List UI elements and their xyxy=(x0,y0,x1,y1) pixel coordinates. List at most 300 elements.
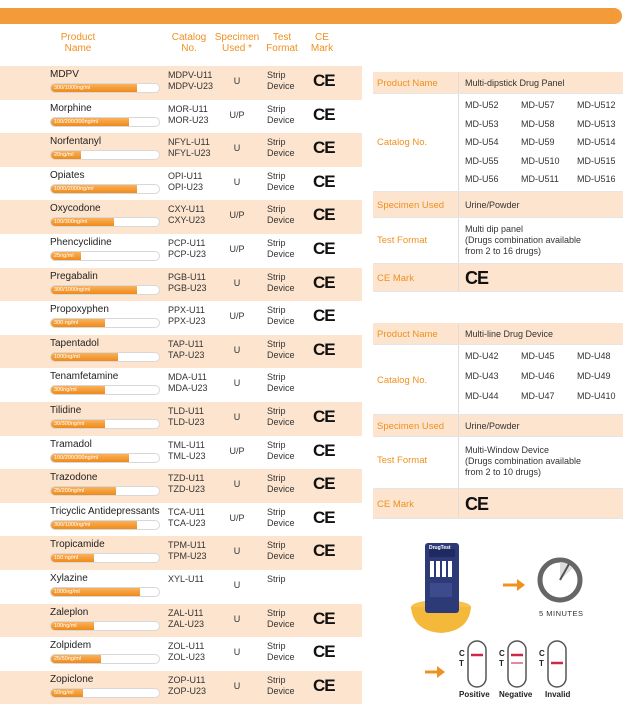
panel2-product-row xyxy=(373,323,623,345)
drug-name: Opiates xyxy=(50,169,85,181)
drug-name: Phencyclidine xyxy=(50,236,112,248)
specimen-used: U/P xyxy=(229,210,245,221)
divider xyxy=(458,192,459,217)
result-strip-positive xyxy=(468,641,486,687)
table-row xyxy=(0,66,362,100)
test-format-strip: Strip xyxy=(267,674,286,685)
catalog-number: MD-U515 xyxy=(577,155,616,166)
test-format xyxy=(267,675,295,697)
specimen-used: U xyxy=(233,143,241,154)
test-format xyxy=(267,305,295,327)
panel2-catalog-label: Catalog No. xyxy=(377,375,428,386)
drug-name: Tricyclic Antidepressants xyxy=(50,505,160,517)
panel1-product-row xyxy=(373,72,623,94)
catalog-number: MD-U52 xyxy=(465,100,499,110)
divider xyxy=(458,489,459,518)
cutoff-bar xyxy=(50,654,160,664)
strip-t-label: T xyxy=(459,659,464,668)
specimen-used: U xyxy=(233,344,241,355)
table-row xyxy=(0,503,362,537)
table-row xyxy=(0,671,362,705)
test-format-strip: Strip xyxy=(267,204,286,215)
divider xyxy=(458,437,459,488)
ce-mark-icon xyxy=(313,373,339,393)
panel2-specimen-row xyxy=(373,415,623,437)
test-format xyxy=(267,339,295,361)
catalog-strip: TAP-U11 xyxy=(168,338,204,349)
test-format-strip: Strip xyxy=(267,540,286,551)
test-format xyxy=(267,507,295,529)
catalog-device: TML-U23 xyxy=(168,450,206,461)
table-row xyxy=(0,301,362,335)
drug-name: Zaleplon xyxy=(50,606,89,618)
table-row xyxy=(0,167,362,201)
cutoff-text: 100/200/300ng/ml xyxy=(54,454,99,461)
catalog-numbers xyxy=(168,305,206,327)
catalog-numbers xyxy=(168,473,205,495)
table-row xyxy=(0,234,362,268)
catalog-strip: MDA-U11 xyxy=(168,372,207,383)
test-format-strip: Strip xyxy=(267,506,286,517)
catalog-device: PPX-U23 xyxy=(168,316,206,327)
drug-name: Zolpidem xyxy=(50,640,92,652)
drug-name: Oxycodone xyxy=(50,203,101,215)
test-format xyxy=(267,540,295,562)
table-row xyxy=(0,100,362,134)
drug-name: Trazodone xyxy=(50,472,98,484)
panel1-ce-mark-icon: CE xyxy=(465,268,489,288)
test-format xyxy=(267,171,295,193)
catalog-number: MD-U42 xyxy=(465,351,499,361)
test-format-strip: Strip xyxy=(267,405,286,416)
drug-name: Xylazine xyxy=(50,572,88,584)
catalog-device: ZOL-U23 xyxy=(168,652,206,663)
catalog-strip: OPI-U11 xyxy=(168,170,203,181)
specimen-used: U xyxy=(233,176,241,187)
catalog-strip: TCA-U11 xyxy=(168,506,205,517)
test-format-strip: Strip xyxy=(267,372,286,383)
catalog-number: MD-U47 xyxy=(521,391,555,401)
cutoff-bar xyxy=(50,621,160,631)
panel1-product-label: Product Name xyxy=(377,78,438,89)
divider xyxy=(458,323,459,344)
catalog-device: ZOP-U23 xyxy=(168,685,207,696)
test-format-device: Device xyxy=(267,551,295,562)
cutoff-bar xyxy=(50,587,160,597)
catalog-strip: PCP-U11 xyxy=(168,237,206,248)
catalog-numbers xyxy=(168,238,206,260)
test-format-strip: Strip xyxy=(267,641,286,652)
table-row xyxy=(0,469,362,503)
cutoff-text: 100/200/300ng/ml xyxy=(54,118,99,125)
test-format xyxy=(267,238,295,260)
divider xyxy=(458,72,459,93)
specimen-used: U/P xyxy=(229,243,245,254)
catalog-number: MD-U410 xyxy=(577,391,616,401)
test-format-device: Device xyxy=(267,215,295,226)
catalog-strip: PGB-U11 xyxy=(168,271,206,282)
catalog-numbers xyxy=(168,540,207,562)
catalog-strip: TPM-U11 xyxy=(168,540,206,551)
test-format-strip: Strip xyxy=(267,607,286,618)
strip2-c-label: C xyxy=(499,649,505,658)
test-format-device: Device xyxy=(267,349,295,360)
ce-mark-icon: CE xyxy=(313,238,335,258)
catalog-numbers xyxy=(168,204,205,226)
catalog-strip: MOR-U11 xyxy=(168,103,208,114)
catalog-number: MD-U46 xyxy=(521,371,555,381)
procedure-graphic xyxy=(373,535,623,715)
ce-mark-icon xyxy=(313,575,339,595)
panel2-test-value-1: Multi-Window Device xyxy=(465,445,550,455)
cutoff-text: 300 ng/ml xyxy=(54,320,79,327)
cutoff-text: 25/50ng/ml xyxy=(54,656,82,663)
ce-mark-icon: CE xyxy=(313,171,335,191)
panel1-test-value-1: Multi dip panel xyxy=(465,224,524,234)
test-format-device: Device xyxy=(267,181,295,192)
specimen-used: U xyxy=(233,378,241,389)
catalog-device: PGB-U23 xyxy=(168,282,207,293)
panel1-test-value-2: (Drugs combination available xyxy=(465,235,582,245)
test-format-strip: Strip xyxy=(267,271,286,282)
catalog-strip: PPX-U11 xyxy=(168,305,205,316)
catalog-numbers xyxy=(168,574,204,585)
test-format-device: Device xyxy=(267,248,295,259)
ce-mark-icon: CE xyxy=(313,642,335,662)
catalog-numbers xyxy=(168,272,207,294)
ce-mark-icon: CE xyxy=(313,608,335,628)
specimen-used: U xyxy=(233,647,241,658)
cutoff-text: 25ng/ml xyxy=(54,252,74,259)
panel2-ce-label: CE Mark xyxy=(377,499,414,510)
catalog-numbers xyxy=(168,171,203,193)
cutoff-bar xyxy=(50,352,160,362)
ce-mark-icon: CE xyxy=(313,541,335,561)
table-header xyxy=(0,32,362,66)
strip-c-label: C xyxy=(459,649,465,658)
test-format xyxy=(267,574,286,585)
ce-mark-icon: CE xyxy=(313,406,335,426)
test-format xyxy=(267,204,295,226)
panel1-product-value: Multi-dipstick Drug Panel xyxy=(465,78,565,88)
panel2-product-value: Multi-line Drug Device xyxy=(465,329,554,339)
catalog-number: MD-U57 xyxy=(521,100,555,110)
catalog-numbers xyxy=(168,406,205,428)
catalog-number: MD-U513 xyxy=(577,118,616,129)
table-row xyxy=(0,200,362,234)
cutoff-text: 20ng/ml xyxy=(54,152,74,159)
test-format-device: Device xyxy=(267,114,295,125)
catalog-strip: TLD-U11 xyxy=(168,405,204,416)
catalog-strip: MDPV-U11 xyxy=(168,70,213,80)
test-format-device: Device xyxy=(267,484,295,495)
test-format-strip: Strip xyxy=(267,103,286,114)
cutoff-bar xyxy=(50,385,160,395)
table-row xyxy=(0,368,362,402)
catalog-number: MD-U45 xyxy=(521,351,555,361)
ce-mark-icon: CE xyxy=(313,440,335,460)
cutoff-text: 150 ng/ml xyxy=(54,555,79,562)
positive-label: Positive xyxy=(459,690,490,699)
catalog-number: MD-U516 xyxy=(577,174,616,184)
specimen-used: U xyxy=(233,680,241,691)
specimen-used: U xyxy=(233,546,241,557)
specimen-used: U xyxy=(233,411,241,422)
test-format xyxy=(267,137,295,159)
drug-name: Tilidine xyxy=(50,404,82,416)
test-format-device: Device xyxy=(267,450,295,461)
divider xyxy=(458,345,459,414)
ce-mark-icon: CE xyxy=(313,339,335,359)
test-format-device: Device xyxy=(267,416,295,427)
ce-mark-icon: CE xyxy=(313,104,335,124)
divider xyxy=(458,415,459,436)
panel1-ce-label: CE Mark xyxy=(377,273,414,284)
specimen-used: U xyxy=(233,579,241,590)
test-format xyxy=(267,104,295,126)
catalog-strip: ZOL-U11 xyxy=(168,641,205,652)
catalog-device: OPI-U23 xyxy=(168,181,204,192)
invalid-label: Invalid xyxy=(545,690,571,699)
catalog-device: TZD-U23 xyxy=(168,484,206,495)
panel2-specimen-label: Specimen Used xyxy=(377,421,445,432)
catalog-numbers xyxy=(168,137,211,159)
drug-name: Tropicamide xyxy=(50,539,105,551)
cutoff-bar xyxy=(50,520,160,530)
cutoff-bar xyxy=(50,453,160,463)
test-format-device: Device xyxy=(267,81,295,91)
drug-name: Tenamfetamine xyxy=(50,371,119,383)
table-row xyxy=(0,570,362,604)
panel1-specimen-value: Urine/Powder xyxy=(465,200,520,210)
catalog-numbers xyxy=(168,372,208,394)
cutoff-bar xyxy=(50,688,160,698)
catalog-numbers xyxy=(168,507,206,529)
table-row xyxy=(0,133,362,167)
test-format-device: Device xyxy=(267,652,295,663)
drug-name: Propoxyphen xyxy=(50,304,109,316)
test-format-strip: Strip xyxy=(267,170,286,181)
cutoff-bar xyxy=(50,486,160,496)
catalog-strip: ZAL-U11 xyxy=(168,607,204,618)
panel1-catalog-label: Catalog No. xyxy=(377,137,428,148)
panel1-specimen-row xyxy=(373,192,623,218)
catalog-device: ZAL-U23 xyxy=(168,618,205,629)
catalog-strip: XYL-U11 xyxy=(168,573,204,584)
divider xyxy=(458,94,459,191)
catalog-device: MDPV-U23 xyxy=(168,81,214,91)
cutoff-bar xyxy=(50,83,160,93)
divider xyxy=(458,264,459,291)
drug-name: Tapentadol xyxy=(50,337,99,349)
catalog-device: TLD-U23 xyxy=(168,416,205,427)
test-format-device: Device xyxy=(267,316,295,327)
panel2-test-row xyxy=(373,437,623,489)
catalog-strip: ZOP-U11 xyxy=(168,674,206,685)
timer-label: 5 MINUTES xyxy=(539,609,584,618)
catalog-strip: TML-U11 xyxy=(168,439,205,450)
cutoff-bar xyxy=(50,117,160,127)
catalog-device: PCP-U23 xyxy=(168,248,207,259)
strip2-t-label: T xyxy=(499,659,504,668)
cutoff-text: 30/300ng/ml xyxy=(54,420,85,427)
catalog-number: MD-U54 xyxy=(465,137,499,147)
catalog-device: NFYL-U23 xyxy=(168,148,211,159)
catalog-numbers xyxy=(168,70,213,92)
catalog-strip: TZD-U11 xyxy=(168,473,205,484)
panel1-test-row xyxy=(373,218,623,264)
cutoff-bar xyxy=(50,318,160,328)
test-format xyxy=(267,440,295,462)
panel-multi-line xyxy=(373,323,623,519)
panel1-test-label: Test Format xyxy=(377,235,428,246)
panel2-catalog-row xyxy=(373,345,623,415)
cutoff-text: 300/1000ng/ml xyxy=(54,286,91,293)
catalog-number: MD-U44 xyxy=(465,391,499,401)
test-format xyxy=(267,473,295,495)
ce-mark-icon: CE xyxy=(313,507,335,527)
strip3-c-label: C xyxy=(539,649,545,658)
catalog-device: CXY-U23 xyxy=(168,215,206,226)
ce-mark-icon: CE xyxy=(313,675,335,695)
cutoff-bar xyxy=(50,285,160,295)
divider xyxy=(458,218,459,263)
panel2-test-value-3: from 2 to 10 drugs) xyxy=(465,467,542,477)
test-format-strip: Strip xyxy=(267,70,286,80)
cutoff-text: 300ng/ml xyxy=(54,387,77,394)
catalog-number: MD-U58 xyxy=(521,118,555,129)
drug-name: Zopiclone xyxy=(50,673,94,685)
cutoff-bar xyxy=(50,150,160,160)
test-format-device: Device xyxy=(267,383,295,394)
header-test-format: Test Format xyxy=(266,32,298,54)
cutoff-text: 1000ng/ml xyxy=(54,353,80,360)
test-format xyxy=(267,406,295,428)
catalog-number: MD-U43 xyxy=(465,371,499,381)
test-format xyxy=(267,608,295,630)
panel2-specimen-value: Urine/Powder xyxy=(465,421,520,431)
ce-mark-icon: CE xyxy=(313,71,335,90)
catalog-number: MD-U510 xyxy=(521,155,560,166)
specimen-used: U/P xyxy=(229,311,245,322)
ce-mark-icon: CE xyxy=(313,272,335,292)
catalog-numbers xyxy=(168,675,206,697)
table-row xyxy=(0,335,362,369)
table-row xyxy=(0,436,362,470)
panel-multi-dipstick xyxy=(373,72,623,292)
catalog-numbers xyxy=(168,104,209,126)
header-ce-mark: CE Mark xyxy=(310,32,334,54)
device-label: DrugTest xyxy=(429,545,451,551)
catalog-number: MD-U512 xyxy=(577,100,616,110)
test-format-device: Device xyxy=(267,148,295,159)
cutoff-bar xyxy=(50,419,160,429)
specimen-used: U/P xyxy=(229,109,245,120)
drug-name: Morphine xyxy=(50,102,92,114)
panel2-ce-row xyxy=(373,489,623,519)
panel2-product-label: Product Name xyxy=(377,329,438,340)
catalog-device: MDA-U23 xyxy=(168,383,208,394)
specimen-used: U xyxy=(233,76,241,86)
header-specimen: Specimen Used * xyxy=(214,32,260,54)
catalog-number: MD-U56 xyxy=(465,174,499,184)
cutoff-text: 300/1000ng/ml xyxy=(54,521,91,528)
table-row xyxy=(0,536,362,570)
catalog-device: MOR-U23 xyxy=(168,114,209,125)
panel2-ce-mark-icon: CE xyxy=(465,494,489,514)
cutoff-bar xyxy=(50,553,160,563)
test-format-device: Device xyxy=(267,282,295,293)
catalog-strip: NFYL-U11 xyxy=(168,137,210,148)
specimen-used: U/P xyxy=(229,445,245,456)
procedure-illustration xyxy=(373,535,623,715)
test-format-device: Device xyxy=(267,685,295,696)
ce-mark-icon: CE xyxy=(313,205,335,225)
specimen-used: U xyxy=(233,277,241,288)
panel1-specimen-label: Specimen Used xyxy=(377,200,445,211)
cutoff-text: 50ng/ml xyxy=(54,689,74,696)
catalog-numbers xyxy=(168,641,205,663)
cutoff-text: 25/200ng/ml xyxy=(54,488,85,495)
product-table xyxy=(0,66,362,704)
catalog-number: MD-U514 xyxy=(577,137,616,147)
cutoff-text: 1000ng/ml xyxy=(54,588,80,595)
test-format-strip: Strip xyxy=(267,473,286,484)
ce-mark-icon: CE xyxy=(313,138,335,158)
catalog-numbers xyxy=(168,608,204,630)
test-format-strip: Strip xyxy=(267,573,286,584)
panel1-test-value-3: from 2 to 16 drugs) xyxy=(465,246,542,256)
header-catalog: Catalog No. xyxy=(171,32,207,54)
specimen-used: U/P xyxy=(229,512,245,523)
drug-name: Pregabalin xyxy=(50,270,98,282)
cutoff-text: 100/300ng/ml xyxy=(54,219,88,226)
test-format-strip: Strip xyxy=(267,237,286,248)
table-row xyxy=(0,402,362,436)
test-format-device: Device xyxy=(267,517,295,528)
cutoff-bar xyxy=(50,217,160,227)
catalog-number: MD-U48 xyxy=(577,351,611,361)
specimen-used: U xyxy=(233,613,241,624)
catalog-number: MD-U53 xyxy=(465,118,499,129)
specimen-used: U xyxy=(233,479,241,490)
catalog-numbers xyxy=(168,440,206,462)
test-format-strip: Strip xyxy=(267,137,286,148)
test-format-strip: Strip xyxy=(267,439,286,450)
ce-mark-icon: CE xyxy=(313,474,335,494)
test-format xyxy=(267,641,295,663)
test-format-device: Device xyxy=(267,618,295,629)
catalog-number: MD-U511 xyxy=(521,174,559,184)
header-product: Product Name xyxy=(60,32,96,54)
test-format xyxy=(267,272,295,294)
top-accent-bar xyxy=(0,8,622,24)
cutoff-text: 100ng/ml xyxy=(54,622,77,629)
catalog-device: TCA-U23 xyxy=(168,517,206,528)
catalog-device: TAP-U23 xyxy=(168,349,205,360)
catalog-number: MD-U49 xyxy=(577,371,611,381)
drug-name: Norfentanyl xyxy=(50,136,102,148)
cutoff-bar xyxy=(50,251,160,261)
test-format xyxy=(267,70,295,92)
cutoff-bar xyxy=(50,184,160,194)
cutoff-text: 300/1000ng/ml xyxy=(54,85,91,91)
panel1-ce-row xyxy=(373,264,623,292)
table-row xyxy=(0,637,362,671)
catalog-number: MD-U59 xyxy=(521,137,555,147)
test-format-strip: Strip xyxy=(267,305,286,316)
drug-name: Tramadol xyxy=(50,438,92,450)
